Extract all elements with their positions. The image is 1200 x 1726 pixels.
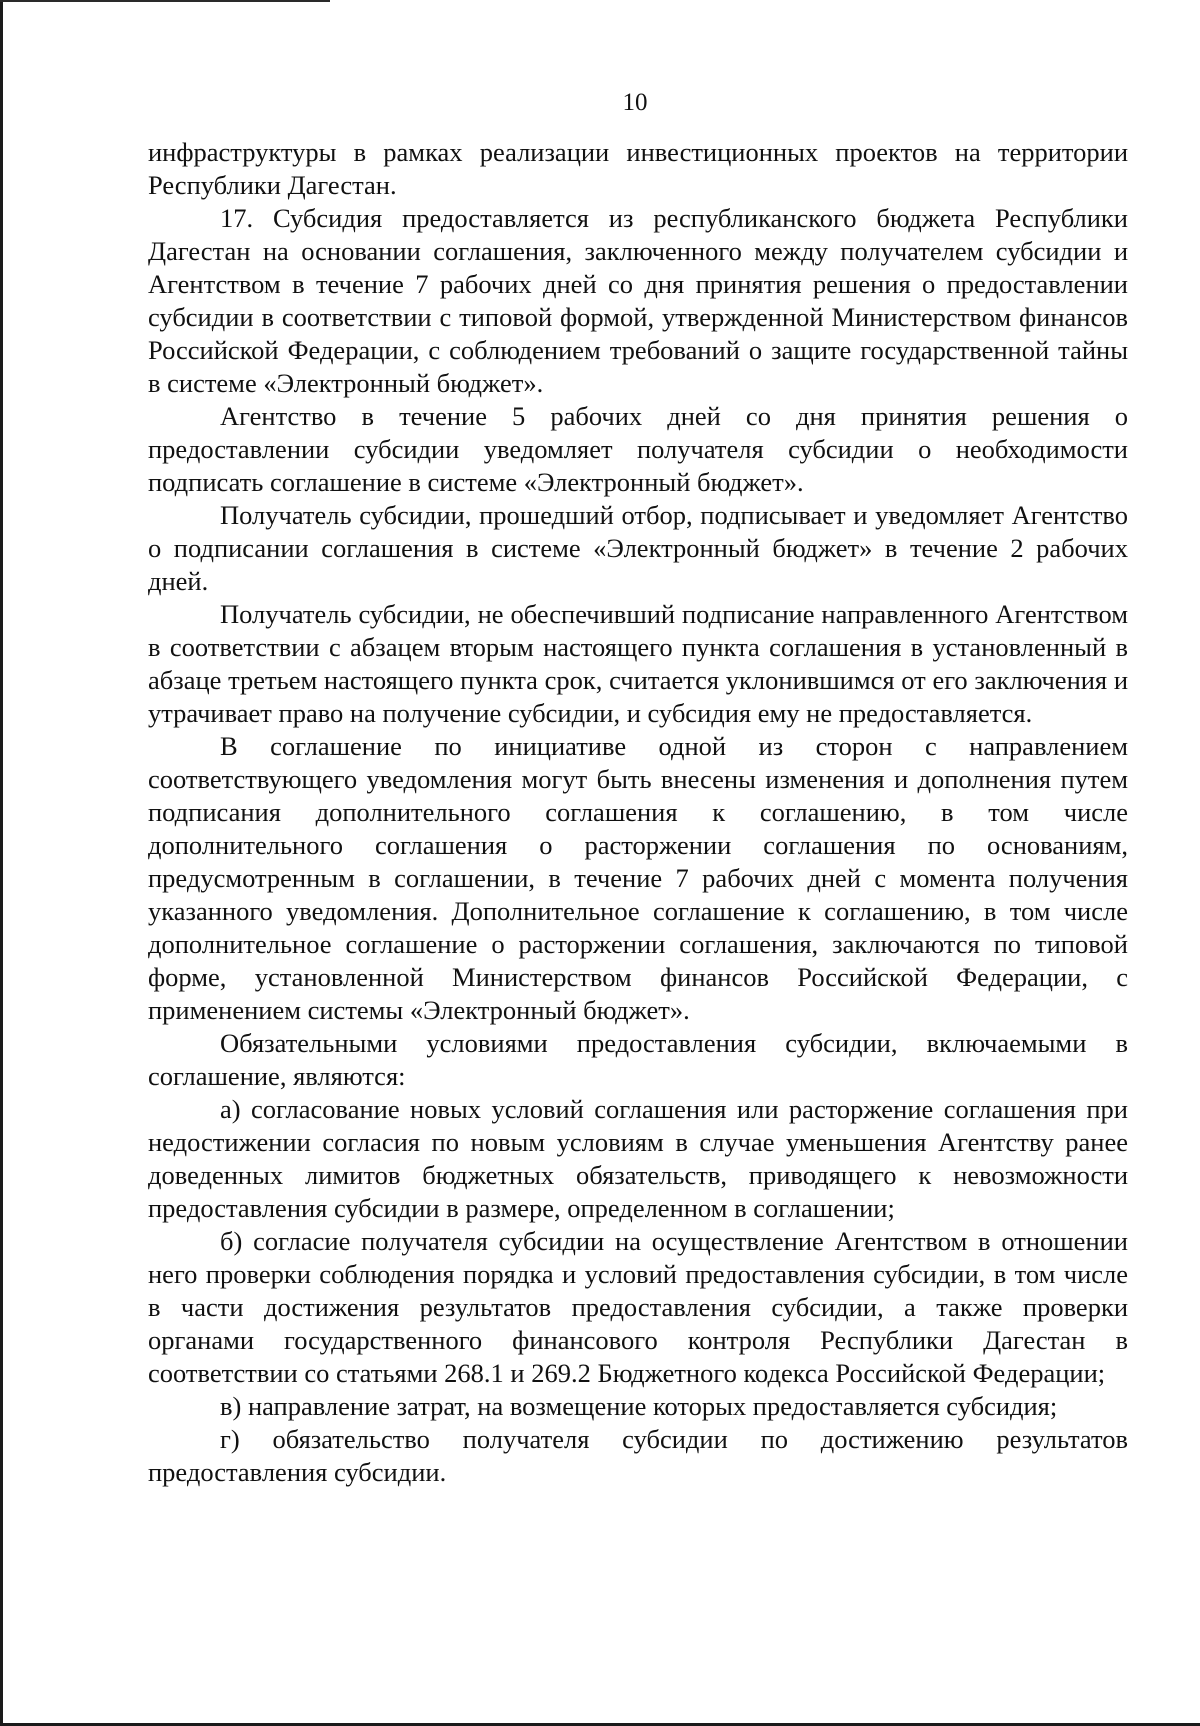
list-item-a: а) согласование новых условий соглашения или расторжение соглашения при недостижении согласия по новым условиям в случае уменьшения Агентству ранее доведенных лимитов бюджетных обязательств, приводящего к невозможности предоставления субсидии в размере, определенном в соглашении; bbox=[148, 1094, 1128, 1223]
scan-edge-left bbox=[0, 0, 3, 1726]
paragraph-amendments: В соглашение по инициативе одной из сторон с направлением соответствующего уведомления могут быть внесены изменения и дополнения путем подписания дополнительного соглашения к соглашению, в том числе дополнительного соглашения о расторжении соглашения по основаниям, предусмотренным в соглашении, в течение 7 рабочих дней с момента получения указанного уведомления. Дополнительное соглашение к соглашению, в том числе дополнительное соглашение о расторжении соглашения, заключаются по типовой форме, установленной Министерством финансов Российской Федерации, с применением системы «Электронный бюджет». bbox=[148, 731, 1128, 1025]
scan-edge-top bbox=[0, 0, 330, 2]
paragraph-agency-notice: Агентство в течение 5 рабочих дней со дня принятия решения о предоставлении субсидии уведомляет получателя субсидии о необходимости подписать соглашение в системе «Электронный бюджет». bbox=[148, 401, 1128, 497]
list-item-v: в) направление затрат, на возмещение которых предоставляется субсидия; bbox=[220, 1391, 1058, 1421]
paragraph-item-17: 17. Субсидия предоставляется из республиканского бюджета Республики Дагестан на основании соглашения, заключенного между получателем субсидии и Агентством в течение 7 рабочих дней со дня принятия решения о предоставлении субсидии в соответствии с типовой формой, утвержденной Министерством финансов Российской Федерации, с соблюдением требований о защите государственной тайны в системе «Электронный бюджет». bbox=[148, 203, 1128, 398]
paragraph-recipient-signs: Получатель субсидии, прошедший отбор, подписывает и уведомляет Агентство о подписании соглашения в системе «Электронный бюджет» в течение 2 рабочих дней. bbox=[148, 500, 1128, 596]
page-number: 10 bbox=[622, 89, 648, 116]
list-item-g: г) обязательство получателя субсидии по достижению результатов предоставления субсидии. bbox=[148, 1424, 1128, 1487]
paragraph-recipient-evades: Получатель субсидии, не обеспечивший подписание направленного Агентством в соответствии с абзацем вторым настоящего пункта соглашения в установленный в абзаце третьем настоящего пункта срок, считается уклонившимся от его заключения и утрачивает право на получение субсидии, и субсидия ему не предоставляется. bbox=[148, 599, 1128, 728]
list-item-b: б) согласие получателя субсидии на осуществление Агентством в отношении него проверки соблюдения порядка и условий предоставления субсидии, в том числе в части достижения результатов предоставления субсидии, а также проверки органами государственного финансового контроля Республики Дагестан в соответствии со статьями 268.1 и 269.2 Бюджетного кодекса Российской Федерации; bbox=[148, 1226, 1128, 1388]
paragraph-mandatory-conditions: Обязательными условиями предоставления субсидии, включаемыми в соглашение, являются: bbox=[148, 1028, 1128, 1091]
document-body bbox=[148, 136, 1128, 1489]
paragraph-continuation: инфраструктуры в рамках реализации инвестиционных проектов на территории Республики Дагестан. bbox=[148, 137, 1128, 200]
